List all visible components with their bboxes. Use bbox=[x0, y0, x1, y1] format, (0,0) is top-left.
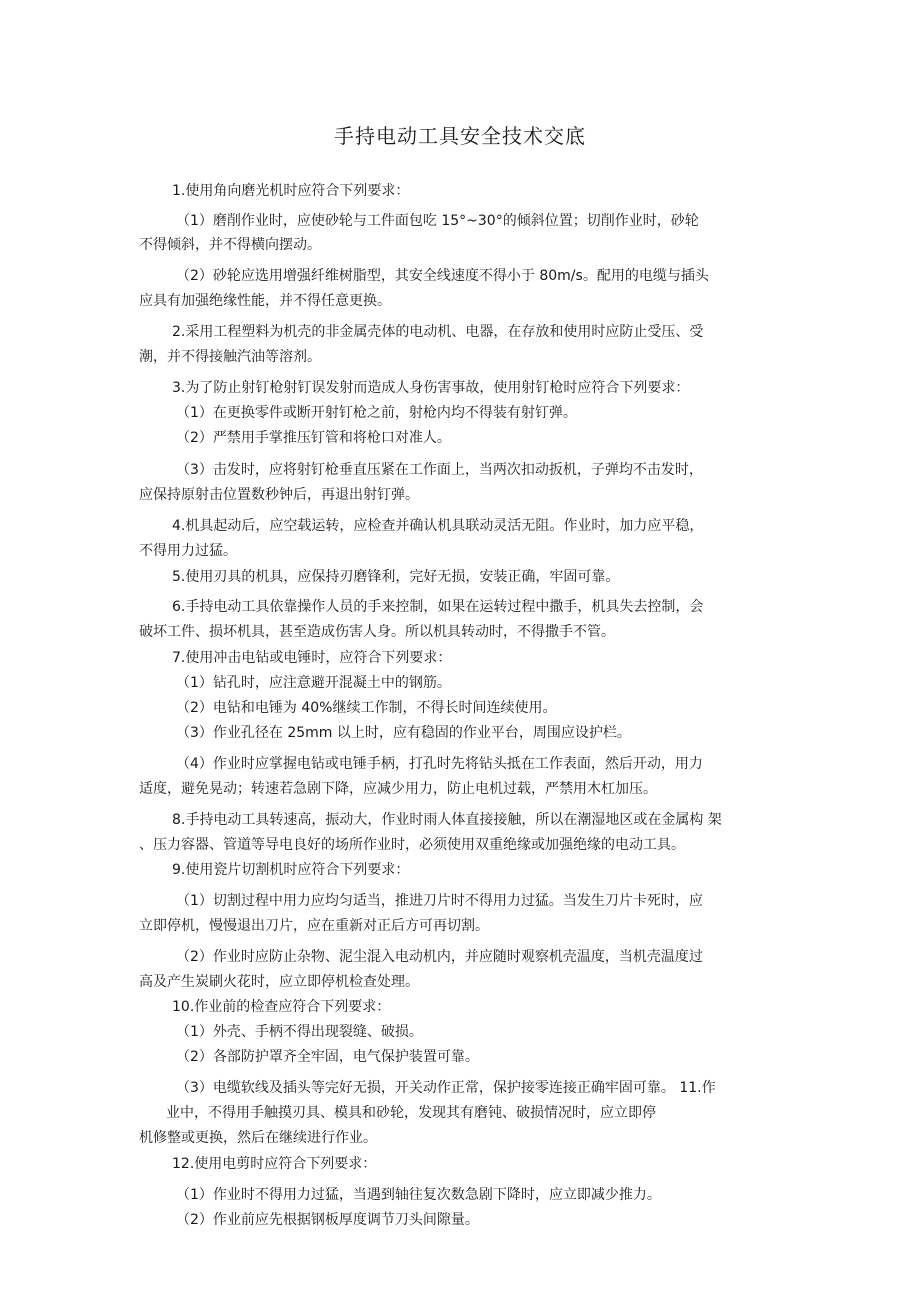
body-line: 10.作业前的检查应符合下列要求： bbox=[172, 999, 391, 1015]
body-line: 潮，并不得接触汽油等溶剂。 bbox=[139, 349, 321, 365]
body-line: 适度，避免晃动；转速若急剧下降，应减少用力，防止电机过载，严禁用木杠加压。 bbox=[139, 781, 657, 797]
body-line: 业中，不得用手触摸刃具、模具和砂轮，发现其有磨钝、破损情况时，应立即停 bbox=[166, 1105, 656, 1121]
body-line: 立即停机，慢慢退出刀片，应在重新对正后方可再切割。 bbox=[139, 918, 489, 934]
body-line: 1.使用角向磨光机时应符合下列要求： bbox=[172, 183, 410, 199]
body-line: （1）外壳、手柄不得出现裂缝、破损。 bbox=[176, 1024, 423, 1040]
body-line: 高及产生炭刷火花时，应立即停机检查处理。 bbox=[139, 974, 419, 990]
body-line: 2.采用工程塑料为机壳的非金属壳体的电动机、电器，在存放和使用时应防止受压、受 bbox=[172, 324, 704, 340]
body-line: （2）作业时应防止杂物、泥尘混入电动机内，并应随时观察机壳温度，当机壳温度过 bbox=[176, 949, 703, 965]
body-line: （1）在更换零件或断开射钉枪之前，射枪内均不得装有射钉弹。 bbox=[176, 405, 577, 421]
body-line: 应保持原射击位置数秒钟后，再退出射钉弹。 bbox=[139, 487, 419, 503]
body-line: 7.使用冲击电钻或电锤时，应符合下列要求： bbox=[172, 650, 452, 666]
body-line: 破坏工件、损坏机具，甚至造成伤害人身。所以机具转动时，不得撒手不管。 bbox=[139, 624, 615, 640]
body-line: （2）砂轮应选用增强纤维树脂型，其安全线速度不得小于 80m/s。配用的电缆与插头 bbox=[176, 268, 709, 284]
body-line: （1）磨削作业时，应使砂轮与工件面包吃 15°~30°的倾斜位置；切削作业时，砂轮 bbox=[176, 213, 699, 229]
document-title: 手持电动工具安全技术交底 bbox=[334, 124, 586, 148]
body-line: 5.使用刃具的机具，应保持刃磨锋利，完好无损，安装正确，牢固可靠。 bbox=[172, 569, 620, 585]
body-line: 8.手持电动工具转速高，振动大，作业时雨人体直接接触，所以在潮湿地区或在金属构 架 bbox=[172, 812, 722, 828]
body-line: 不得倾斜，并不得横向摆动。 bbox=[139, 237, 321, 253]
body-line: 6.手持电动工具依靠操作人员的手来控制，如果在运转过程中撒手，机具失去控制，会 bbox=[172, 599, 704, 615]
body-line: （3）作业孔径在 25mm 以上时，应有稳固的作业平台，周围应设护栏。 bbox=[176, 725, 631, 741]
body-line: （2）电钻和电锤为 40%继续工作制，不得长时间连续使用。 bbox=[176, 700, 557, 716]
body-line: 不得用力过猛。 bbox=[139, 543, 237, 559]
body-line: （4）作业时应掌握电钻或电锤手柄，打孔时先将钻头抵在工作表面，然后开动，用力 bbox=[176, 756, 703, 772]
body-line: （1）切割过程中用力应均匀适当，推进刀片时不得用力过猛。当发生刀片卡死时，应 bbox=[176, 893, 703, 909]
body-line: 9.使用瓷片切割机时应符合下列要求： bbox=[172, 862, 410, 878]
body-line: （3）电缆软线及插头等完好无损，开关动作正常，保护接零连接正确牢固可靠。 11.作 bbox=[176, 1080, 716, 1096]
body-line: （2）各部防护罩齐全牢固，电气保护装置可靠。 bbox=[176, 1049, 479, 1065]
body-line: 12.使用电剪时应符合下列要求： bbox=[172, 1156, 377, 1172]
body-line: （2）严禁用手掌推压钉管和将枪口对准人。 bbox=[176, 430, 451, 446]
body-line: 3.为了防止射钉枪射钉误发射而造成人身伤害事故，使用射钉枪时应符合下列要求： bbox=[172, 380, 690, 396]
body-line: 应具有加强绝缘性能，并不得任意更换。 bbox=[139, 293, 391, 309]
body-line: 4.机具起动后，应空载运转，应检查并确认机具联动灵活无阻。作业时，加力应平稳， bbox=[172, 518, 704, 534]
body-line: （3）击发时，应将射钉枪垂直压紧在工作面上，当两次扣动扳机，子弹均不击发时， bbox=[176, 462, 703, 478]
body-line: （1）作业时不得用力过猛，当遇到轴往复次数急剧下降时，应立即减少推力。 bbox=[176, 1187, 661, 1203]
body-line: 机修整或更换，然后在继续进行作业。 bbox=[139, 1130, 377, 1146]
body-line: （2）作业前应先根据钢板厚度调节刀头间隙量。 bbox=[176, 1212, 479, 1228]
body-line: （1）钻孔时，应注意避开混凝土中的钢筋。 bbox=[176, 675, 451, 691]
body-line: 、压力容器、管道等导电良好的场所作业时，必须使用双重绝缘或加强绝缘的电动工具。 bbox=[139, 837, 685, 853]
